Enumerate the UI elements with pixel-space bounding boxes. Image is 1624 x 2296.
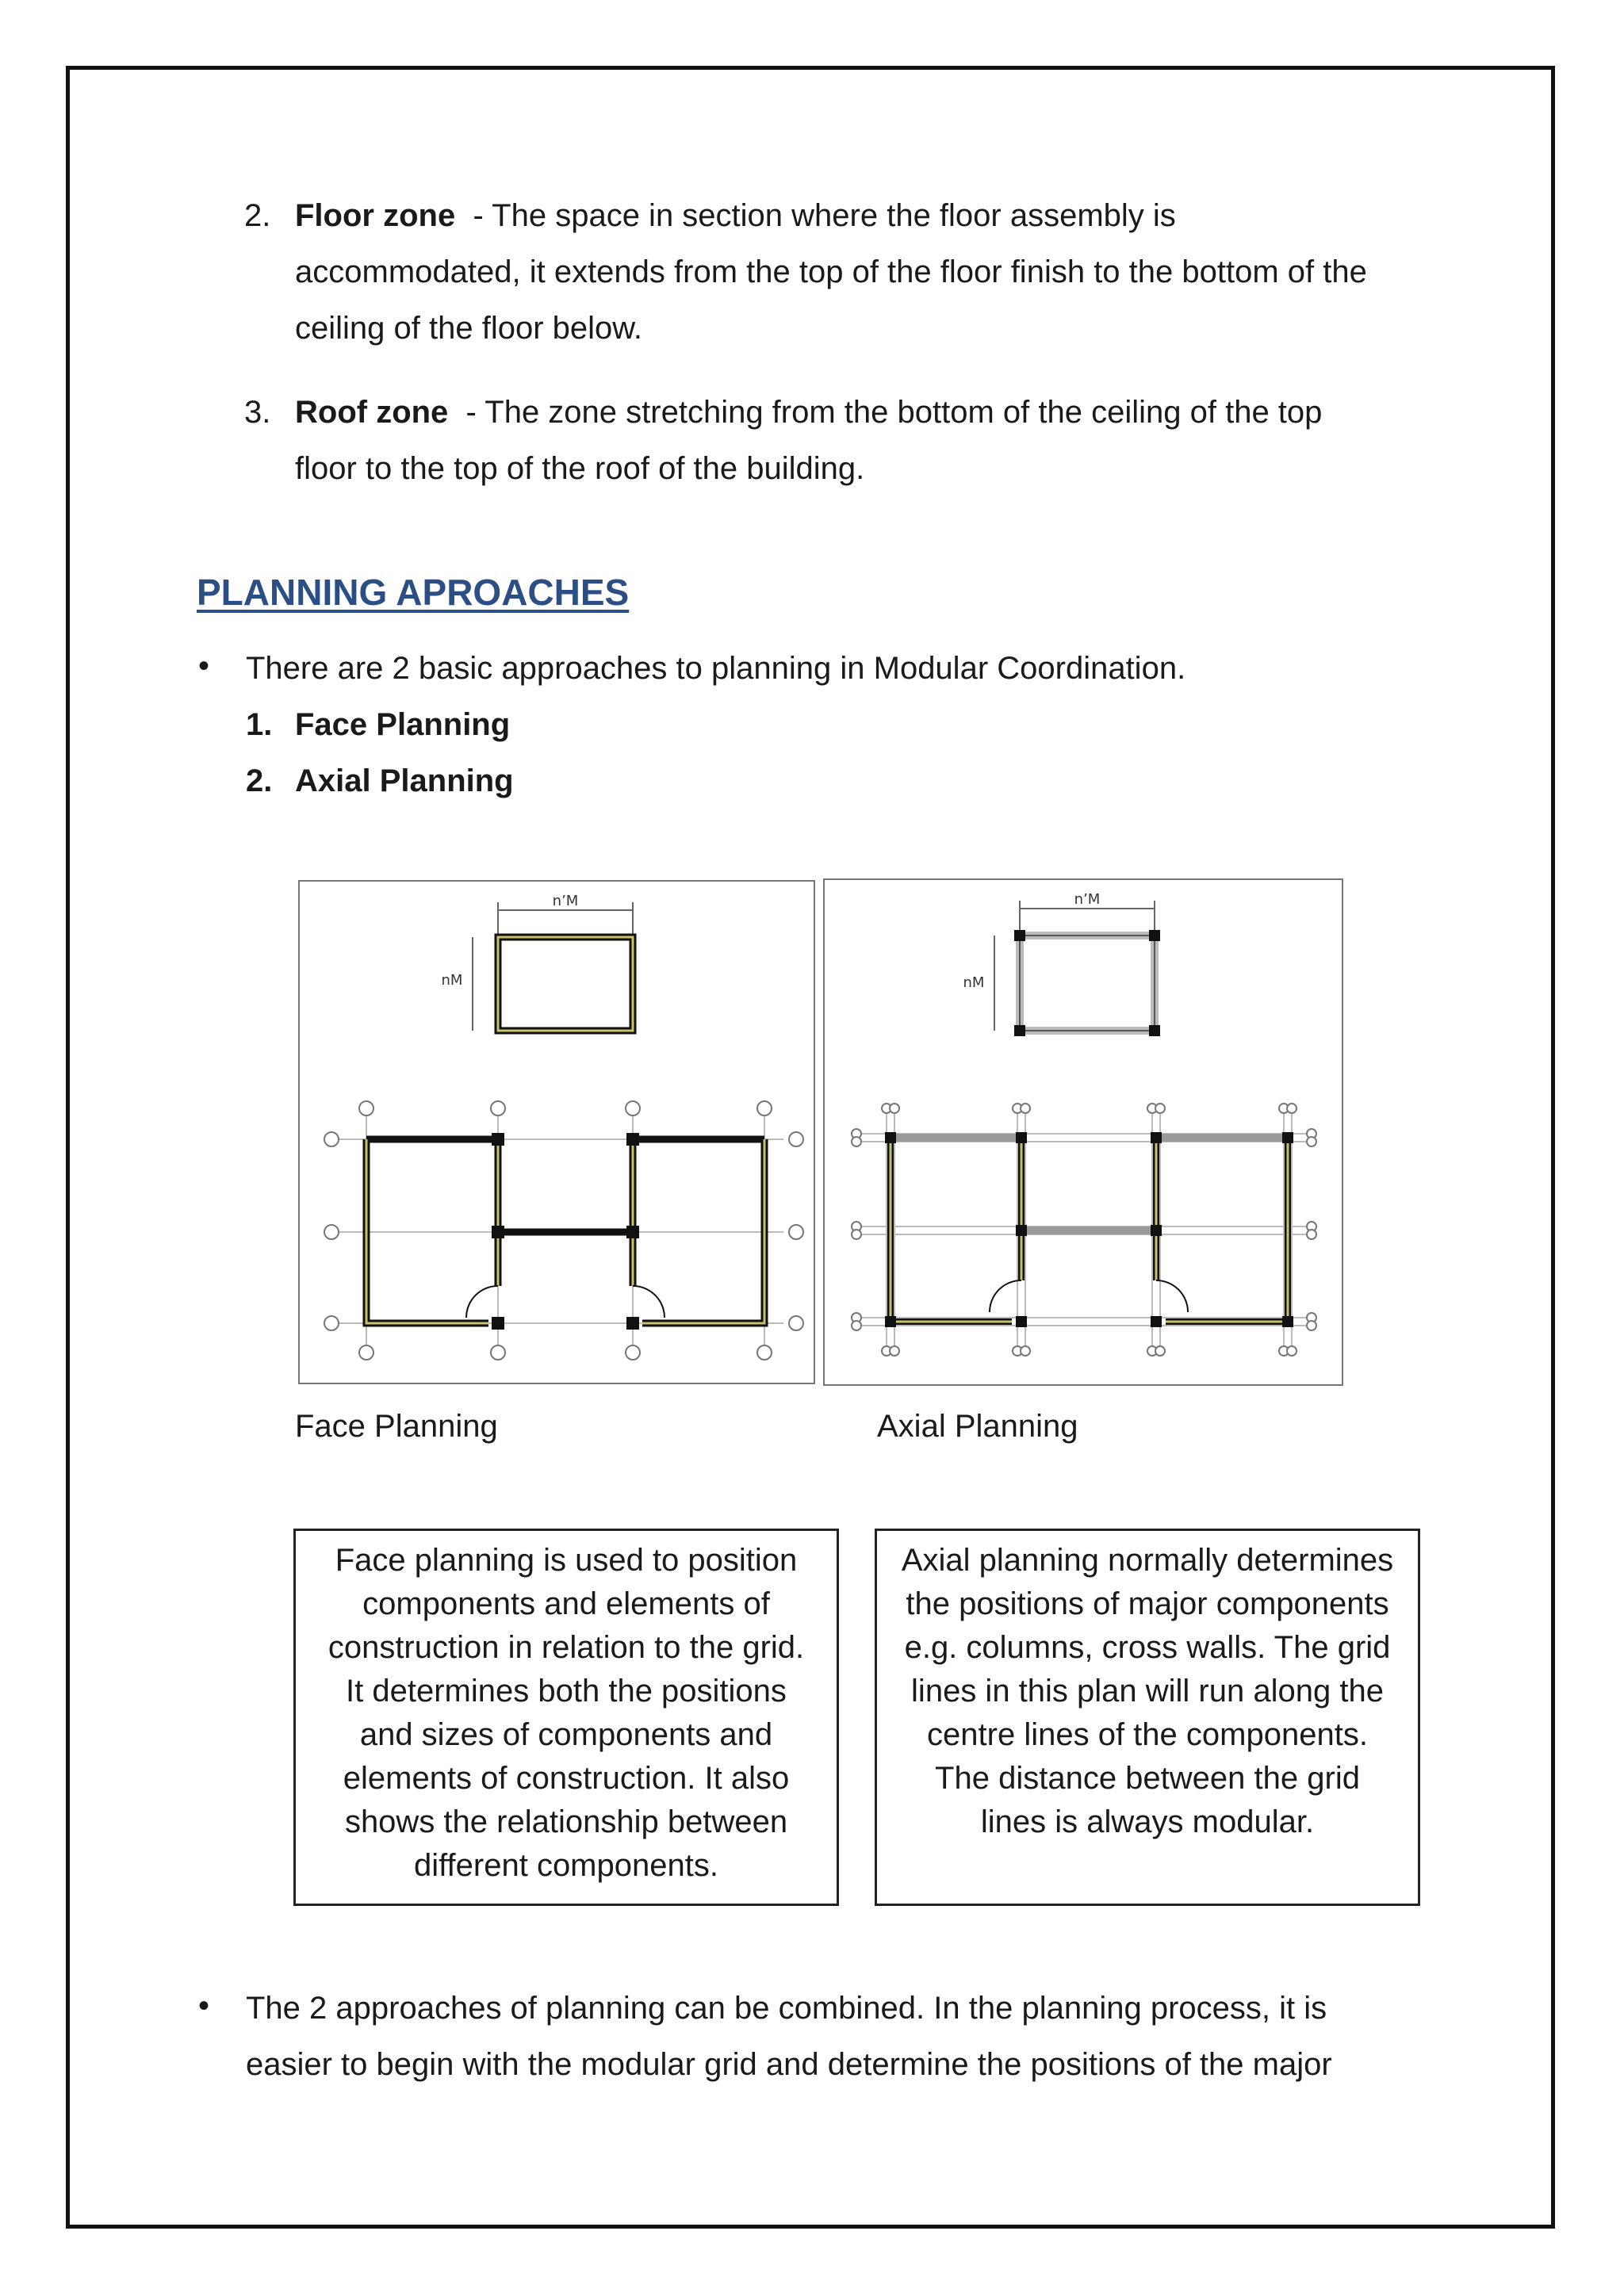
- zone-2-desc-1: - The space in section where the floor assembly is: [473, 198, 1176, 233]
- closing-line-1: The 2 approaches of planning can be combined. In the planning process, it is: [246, 1991, 1327, 2026]
- axial-planning-diagram: [825, 880, 1342, 1384]
- zone-2-term: Floor zone: [295, 198, 456, 233]
- approach-1-number: 1.: [246, 707, 273, 742]
- zone-3-line-1: [295, 385, 1322, 441]
- face-planning-description: Face planning is used to position components and elements of construction in relation to the grid. It determines both the positions and sizes of components and elements of construction. It also shows the relationship between different components.: [293, 1529, 839, 1906]
- zone-3-term: Roof zone: [295, 395, 449, 430]
- closing-line-2: easier to begin with the modular grid and determine the positions of the major: [246, 2047, 1332, 2082]
- zone-2-line-1: [295, 188, 1176, 244]
- face-planning-caption: Face Planning: [295, 1409, 498, 1444]
- axial-module-height-label: nM: [963, 974, 985, 991]
- axial-planning-figure: [823, 878, 1343, 1386]
- bullet-dot: •: [198, 649, 210, 683]
- module-height-label: nM: [441, 972, 463, 989]
- zone-3-desc-1: - The zone stretching from the bottom of the ceiling of the top: [465, 395, 1323, 430]
- face-planning-figure: [298, 880, 815, 1384]
- zone-2-desc-3: ceiling of the floor below.: [295, 311, 643, 346]
- closing-bullet-dot: •: [198, 1988, 210, 2023]
- face-planning-diagram: [300, 882, 814, 1383]
- zone-2-desc-2: accommodated, it extends from the top of the floor finish to the bottom of the: [295, 254, 1367, 289]
- axial-module-width-label: n’M: [1074, 891, 1101, 908]
- zone-3-number: 3.: [244, 395, 271, 430]
- axial-planning-caption: Axial Planning: [877, 1409, 1078, 1444]
- zone-2-number: 2.: [244, 198, 271, 233]
- approach-2-label: Axial Planning: [295, 763, 514, 798]
- module-width-label: n’M: [552, 893, 579, 909]
- intro-text: There are 2 basic approaches to planning in Modular Coordination.: [246, 651, 1186, 686]
- zone-3-desc-2: floor to the top of the roof of the building.: [295, 451, 865, 486]
- section-heading: PLANNING APROACHES: [197, 572, 630, 613]
- axial-planning-description: Axial planning normally determines the positions of major components e.g. columns, cross walls. The grid lines in this plan will run along the centre lines of the components. The distance between the grid lines is always modular.: [875, 1529, 1420, 1906]
- approach-1-label: Face Planning: [295, 707, 511, 742]
- approach-2-number: 2.: [246, 763, 273, 798]
